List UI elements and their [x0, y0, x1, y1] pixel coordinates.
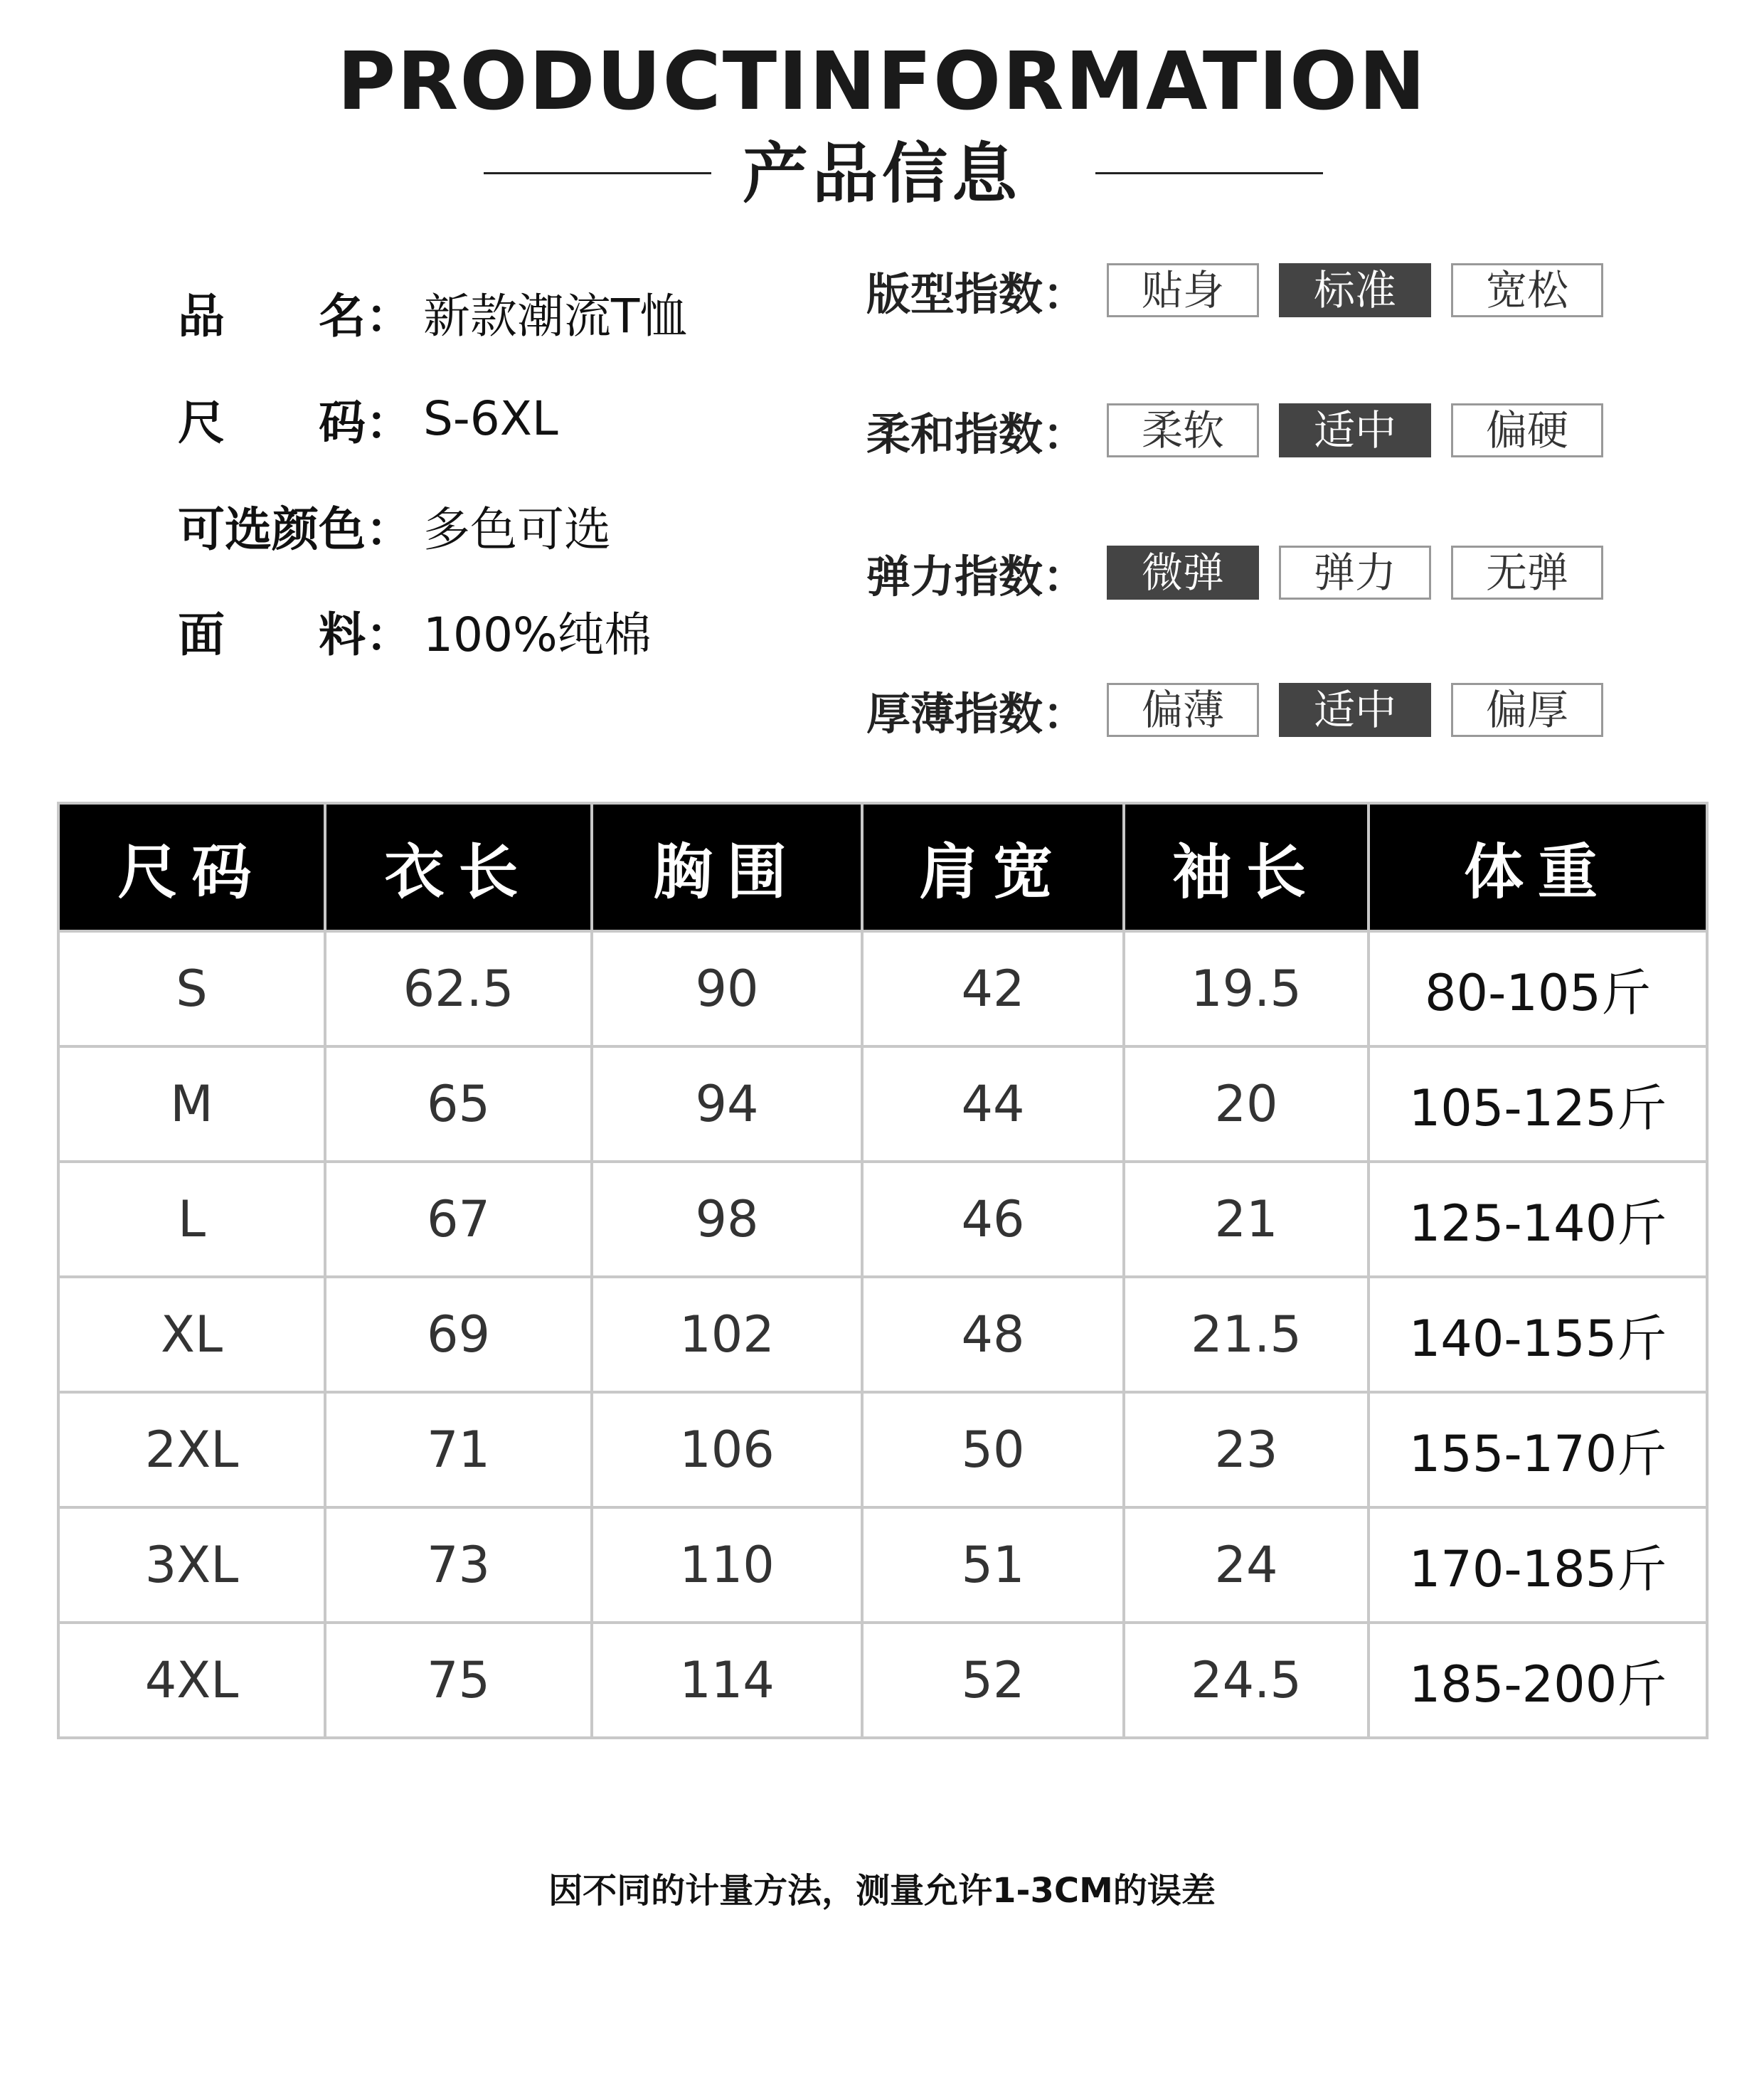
- table-cell: 20: [1124, 1046, 1369, 1162]
- table-cell: M: [58, 1046, 325, 1162]
- table-cell: 106: [592, 1392, 862, 1507]
- info-value: 新款潮流T恤: [423, 288, 687, 344]
- info-label: 品 名：: [178, 288, 413, 344]
- table-cell: L: [58, 1162, 325, 1277]
- table-row: [58, 1162, 1707, 1277]
- index-option: 适中: [1279, 683, 1431, 737]
- table-header-row: [58, 803, 1707, 931]
- table-cell: 114: [592, 1623, 862, 1738]
- table-cell: 98: [592, 1162, 862, 1277]
- table-cell: 21.5: [1124, 1277, 1369, 1392]
- index-label: 厚薄指数：: [866, 687, 1088, 740]
- index-option: 无弹: [1451, 546, 1603, 600]
- index-option: 偏薄: [1107, 683, 1259, 737]
- info-label: 可选颜色：: [178, 502, 413, 557]
- table-cell: 140-155斤: [1369, 1277, 1707, 1392]
- table-cell: 50: [862, 1392, 1124, 1507]
- header-weight: 体重: [1369, 803, 1707, 931]
- table-cell: 67: [325, 1162, 592, 1277]
- index-row-elasticity: [866, 543, 1623, 603]
- index-option: 弹力: [1279, 546, 1431, 600]
- table-cell: 52: [862, 1623, 1124, 1738]
- header-size: 尺码: [58, 803, 325, 931]
- table-cell: 69: [325, 1277, 592, 1392]
- info-label: 尺 码：: [178, 395, 413, 450]
- index-option: 宽松: [1451, 263, 1603, 317]
- table-row: [58, 1392, 1707, 1507]
- table-cell: 2XL: [58, 1392, 325, 1507]
- table-cell: 105-125斤: [1369, 1046, 1707, 1162]
- index-label: 版型指数：: [866, 267, 1088, 320]
- header-sleeve: 袖长: [1124, 803, 1369, 931]
- table-cell: 110: [592, 1507, 862, 1623]
- index-option: 微弹: [1107, 546, 1259, 600]
- info-label: 面 料：: [178, 607, 413, 662]
- table-cell: 24.5: [1124, 1623, 1369, 1738]
- index-label: 柔和指数：: [866, 408, 1088, 460]
- table-cell: 73: [325, 1507, 592, 1623]
- info-value: 100%纯棉: [423, 607, 652, 662]
- table-row: [58, 1507, 1707, 1623]
- table-cell: 44: [862, 1046, 1124, 1162]
- header-length: 衣长: [325, 803, 592, 931]
- title-divider-right: [1095, 172, 1323, 174]
- index-option: 标准: [1279, 263, 1431, 317]
- index-row-thickness: [866, 680, 1623, 740]
- table-cell: 51: [862, 1507, 1124, 1623]
- table-cell: XL: [58, 1277, 325, 1392]
- table-cell: 19.5: [1124, 931, 1369, 1046]
- info-row-fabric: [178, 598, 652, 662]
- table-cell: 185-200斤: [1369, 1623, 1707, 1738]
- table-cell: 42: [862, 931, 1124, 1046]
- table-cell: S: [58, 931, 325, 1046]
- table-cell: 62.5: [325, 931, 592, 1046]
- table-cell: 102: [592, 1277, 862, 1392]
- table-row: [58, 931, 1707, 1046]
- table-cell: 155-170斤: [1369, 1392, 1707, 1507]
- index-row-softness: [866, 400, 1623, 460]
- info-row-name: [178, 280, 686, 344]
- table-cell: 170-185斤: [1369, 1507, 1707, 1623]
- table-cell: 75: [325, 1623, 592, 1738]
- index-option: 柔软: [1107, 403, 1259, 457]
- header-shoulder: 肩宽: [862, 803, 1124, 931]
- info-row-size: [178, 386, 558, 450]
- info-value: S-6XL: [423, 391, 558, 446]
- info-value: 多色可选: [423, 502, 611, 557]
- measurement-note: 因不同的计量方法，测量允许1-3CM的误差: [548, 1871, 1216, 1911]
- table-cell: 21: [1124, 1162, 1369, 1277]
- index-option: 适中: [1279, 403, 1431, 457]
- table-cell: 3XL: [58, 1507, 325, 1623]
- table-cell: 46: [862, 1162, 1124, 1277]
- info-row-color: [178, 493, 611, 557]
- table-cell: 125-140斤: [1369, 1162, 1707, 1277]
- table-cell: 24: [1124, 1507, 1369, 1623]
- table-cell: 90: [592, 931, 862, 1046]
- table-cell: 71: [325, 1392, 592, 1507]
- size-table: [57, 802, 1709, 1739]
- index-row-fit: [866, 260, 1623, 320]
- index-option: 偏厚: [1451, 683, 1603, 737]
- table-cell: 48: [862, 1277, 1124, 1392]
- table-cell: 4XL: [58, 1623, 325, 1738]
- table-cell: 94: [592, 1046, 862, 1162]
- page-title-en: PRODUCTINFORMATION: [337, 36, 1427, 128]
- index-option: 偏硬: [1451, 403, 1603, 457]
- table-row: [58, 1623, 1707, 1738]
- table-row: [58, 1046, 1707, 1162]
- table-row: [58, 1277, 1707, 1392]
- page-title-cn: 产品信息: [742, 136, 1021, 212]
- table-cell: 65: [325, 1046, 592, 1162]
- table-cell: 23: [1124, 1392, 1369, 1507]
- index-label: 弹力指数：: [866, 550, 1088, 603]
- table-cell: 80-105斤: [1369, 931, 1707, 1046]
- index-option: 贴身: [1107, 263, 1259, 317]
- header-chest: 胸围: [592, 803, 862, 931]
